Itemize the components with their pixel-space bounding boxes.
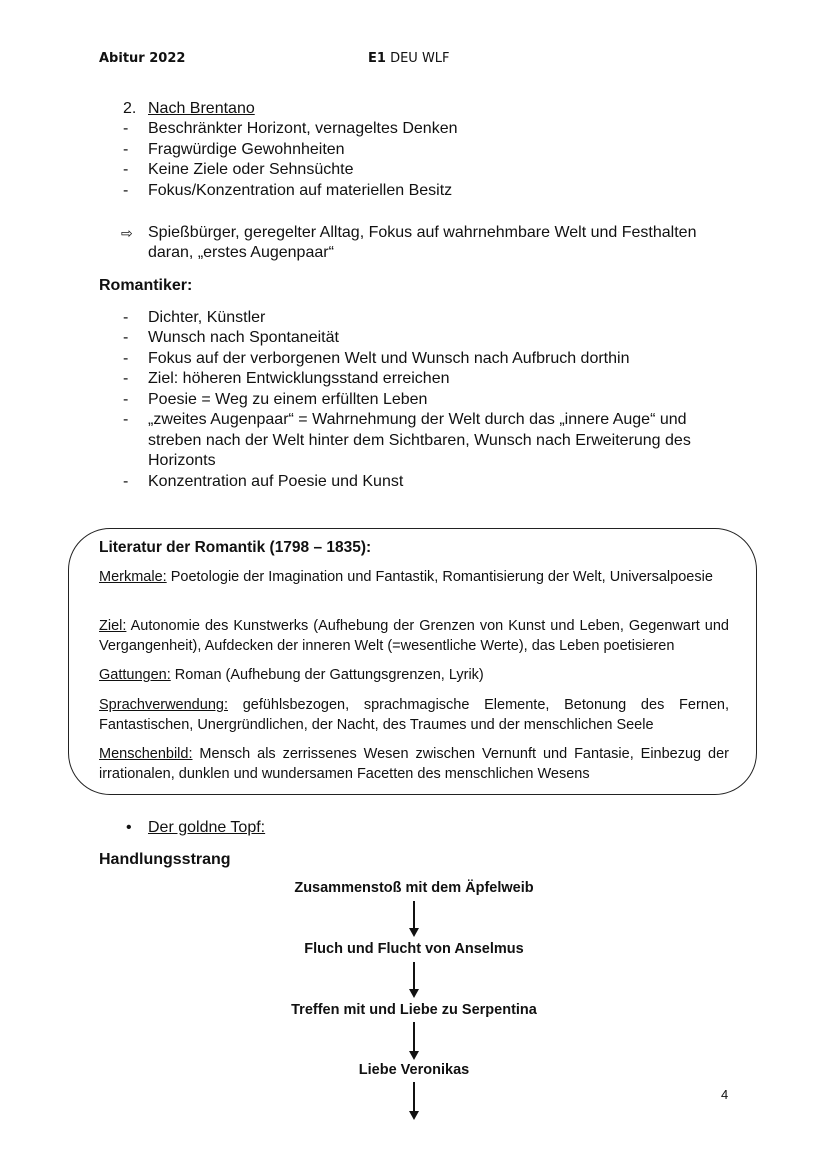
list-dash: - xyxy=(123,120,129,137)
list-item: „zweites Augenpaar“ = Wahrnehmung der Welt durch das „innere Auge“ und xyxy=(148,411,687,428)
flow-step: Liebe Veronikas xyxy=(358,1062,470,1078)
header-course-name: DEU WLF xyxy=(385,51,450,66)
box-section-merkmale xyxy=(99,568,729,588)
box-section-sprachverwendung xyxy=(99,696,729,735)
section-text: gefühlsbezogen, sprachmagische Elemente, Betonung des Fernen, Fantastischen, Unergründlichen, der Nacht, des Traumes und der menschlichen Seele xyxy=(99,697,729,733)
list-item-continued: Horizonts xyxy=(148,452,216,469)
list-dash: - xyxy=(123,182,129,199)
down-arrow-icon xyxy=(413,962,415,990)
section-label: Merkmale: xyxy=(99,569,167,585)
list-item: Wunsch nach Spontaneität xyxy=(148,329,339,346)
list-item: Fragwürdige Gewohnheiten xyxy=(148,141,345,158)
bullet-icon: • xyxy=(126,819,132,836)
topf-label: Der goldne Topf: xyxy=(148,819,266,836)
brentano-number: 2. xyxy=(123,100,137,117)
list-dash: - xyxy=(123,370,129,387)
brentano-heading: Nach Brentano xyxy=(148,100,255,117)
flow-step: Fluch und Flucht von Anselmus xyxy=(304,941,524,957)
down-arrow-icon xyxy=(413,1022,415,1052)
list-dash: - xyxy=(123,391,129,408)
list-item: Fokus auf der verborgenen Welt und Wunsch nach Aufbruch dorthin xyxy=(148,350,630,367)
romantiker-heading: Romantiker: xyxy=(99,277,193,294)
conclusion-line: daran, „erstes Augenpaar“ xyxy=(148,244,334,261)
list-dash: - xyxy=(123,329,129,346)
section-label: Ziel: xyxy=(99,618,127,634)
list-item: Konzentration auf Poesie und Kunst xyxy=(148,473,404,490)
list-item: Fokus/Konzentration auf materiellen Besitz xyxy=(148,182,453,199)
list-dash: - xyxy=(123,309,129,326)
section-text: Poetologie der Imagination und Fantastik, Romantisierung der Welt, Universalpoesie xyxy=(166,569,713,585)
list-dash: - xyxy=(123,411,129,428)
list-dash: - xyxy=(123,473,129,490)
conclusion-line: Spießbürger, geregelter Alltag, Fokus auf wahrnehmbare Welt und Festhalten xyxy=(148,224,697,241)
header-course-code: E1 xyxy=(368,51,386,66)
list-item: Poesie = Weg zu einem erfüllten Leben xyxy=(148,391,428,408)
box-section-menschenbild xyxy=(99,745,729,784)
flow-step: Treffen mit und Liebe zu Serpentina xyxy=(291,1002,537,1018)
section-text: Roman (Aufhebung der Gattungsgrenzen, Lyrik) xyxy=(170,667,484,683)
section-label: Gattungen: xyxy=(99,667,171,683)
list-dash: - xyxy=(123,161,129,178)
list-item: Ziel: höheren Entwicklungsstand erreichen xyxy=(148,370,450,387)
header-right xyxy=(368,51,450,66)
list-item-continued: streben nach der Welt hinter dem Sichtbaren, Wunsch nach Erweiterung des xyxy=(148,432,691,449)
header-left: Abitur 2022 xyxy=(99,51,186,66)
box-title: Literatur der Romantik (1798 – 1835): xyxy=(99,539,372,556)
flow-step: Zusammenstoß mit dem Äpfelweib xyxy=(294,880,534,896)
page-number: 4 xyxy=(721,1087,729,1102)
down-arrow-icon xyxy=(413,1082,415,1112)
list-item: Beschränkter Horizont, vernageltes Denken xyxy=(148,120,458,137)
section-label: Menschenbild: xyxy=(99,746,193,762)
list-dash: - xyxy=(123,350,129,367)
list-item: Dichter, Künstler xyxy=(148,309,266,326)
list-item: Keine Ziele oder Sehnsüchte xyxy=(148,161,354,178)
down-arrow-icon xyxy=(413,901,415,929)
handlungsstrang-heading: Handlungsstrang xyxy=(99,851,231,868)
box-section-ziel xyxy=(99,617,729,656)
box-section-gattungen xyxy=(99,666,729,686)
section-label: Sprachverwendung: xyxy=(99,697,228,713)
section-text: Autonomie des Kunstwerks (Aufhebung der Grenzen von Kunst und Leben, Gegenwart und Vergangenheit), Aufdecken der inneren Welt (=wesentliche Werte), das Leben poetisieren xyxy=(99,618,729,654)
list-dash: - xyxy=(123,141,129,158)
section-text: Mensch als zerrissenes Wesen zwischen Vernunft und Fantasie, Einbezug der irrationalen, dunklen und wundersamen Facetten des menschlichen Wesens xyxy=(99,746,729,782)
arrow-right-icon: ⇨ xyxy=(121,225,133,241)
